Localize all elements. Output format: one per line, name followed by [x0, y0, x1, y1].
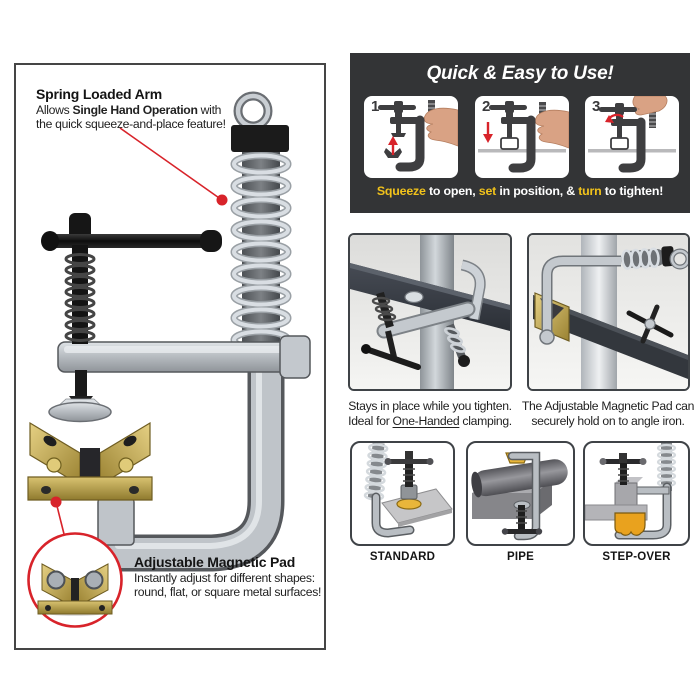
magnetic-pad-description — [134, 571, 321, 599]
photo-angle-iron — [527, 233, 690, 391]
caption-squeeze: Squeeze — [376, 184, 426, 198]
usage-step-over-panel — [583, 441, 690, 546]
hanging-ring — [231, 96, 289, 152]
caption-to-open: to open, — [425, 184, 479, 198]
photo-left-caption-underlined: One-Handed — [392, 413, 460, 428]
spring-arm-line1-pre: Allows — [36, 103, 73, 117]
step-2-number: 2 — [482, 98, 491, 115]
standard-illustration — [352, 443, 453, 544]
usage-standard-panel — [350, 441, 455, 546]
photo-left-caption-line1: Stays in place while you tighten. — [348, 399, 512, 413]
clamp-arm — [58, 336, 310, 378]
step-3-box — [585, 96, 679, 178]
caption-in-position: in position, & — [496, 184, 579, 198]
magnetic-v-pad — [28, 423, 152, 500]
step-1-number: 1 — [371, 98, 380, 115]
spring-arm-line1-bold: Single Hand Operation — [72, 103, 198, 117]
usage-label-pipe: PIPE — [506, 551, 534, 563]
magnetic-pad-title: Adjustable Magnetic Pad — [134, 554, 296, 570]
pad-callout-line — [51, 497, 65, 535]
spring-arm-line2: the quick squeeze-and-place feature! — [36, 117, 226, 132]
quick-easy-panel — [350, 53, 690, 213]
screw-t-handle — [41, 213, 222, 422]
usage-pipe-panel — [466, 441, 575, 546]
photo-one-handed — [348, 233, 512, 391]
magnet-pad-inset-photo — [29, 534, 122, 627]
spring-callout-line — [120, 128, 228, 206]
photo-right-caption-line2: securely hold on to angle iron. — [531, 413, 685, 428]
photo-left-caption-line2-post: clamping. — [459, 413, 512, 428]
magnetic-pad-line2: round, flat, or square metal surfaces! — [134, 585, 322, 600]
caption-to-tighten: to tighten! — [601, 184, 664, 198]
spring-arm-description — [36, 103, 226, 131]
usage-label-standard: STANDARD — [369, 551, 436, 563]
pipe-illustration — [468, 443, 573, 544]
photo-left-caption — [340, 399, 520, 428]
spring-arm-title: Spring Loaded Arm — [36, 86, 162, 102]
spring-loaded-shaft — [234, 152, 288, 349]
photo-left-caption-line2-pre: Ideal for — [348, 413, 393, 428]
quick-easy-caption — [350, 184, 690, 198]
clamp-on-beam-photo — [350, 235, 510, 389]
clamp-on-angle-iron-photo — [529, 235, 688, 389]
step-3-number: 3 — [592, 98, 601, 115]
step-1-box — [364, 96, 458, 178]
caption-turn: turn — [578, 184, 602, 198]
quick-easy-title: Quick & Easy to Use! — [426, 63, 614, 84]
caption-set: set — [478, 184, 497, 198]
step-over-illustration — [585, 443, 688, 544]
photo-right-caption — [518, 399, 698, 428]
step-2-box — [475, 96, 569, 178]
product-photo-panel — [14, 63, 326, 650]
photo-right-caption-line1: The Adjustable Magnetic Pad can — [521, 399, 695, 413]
spring-arm-line1-post: with — [197, 103, 222, 117]
usage-label-step-over: STEP-OVER — [602, 551, 671, 563]
magnetic-pad-line1: Instantly adjust for different shapes: — [134, 571, 315, 585]
